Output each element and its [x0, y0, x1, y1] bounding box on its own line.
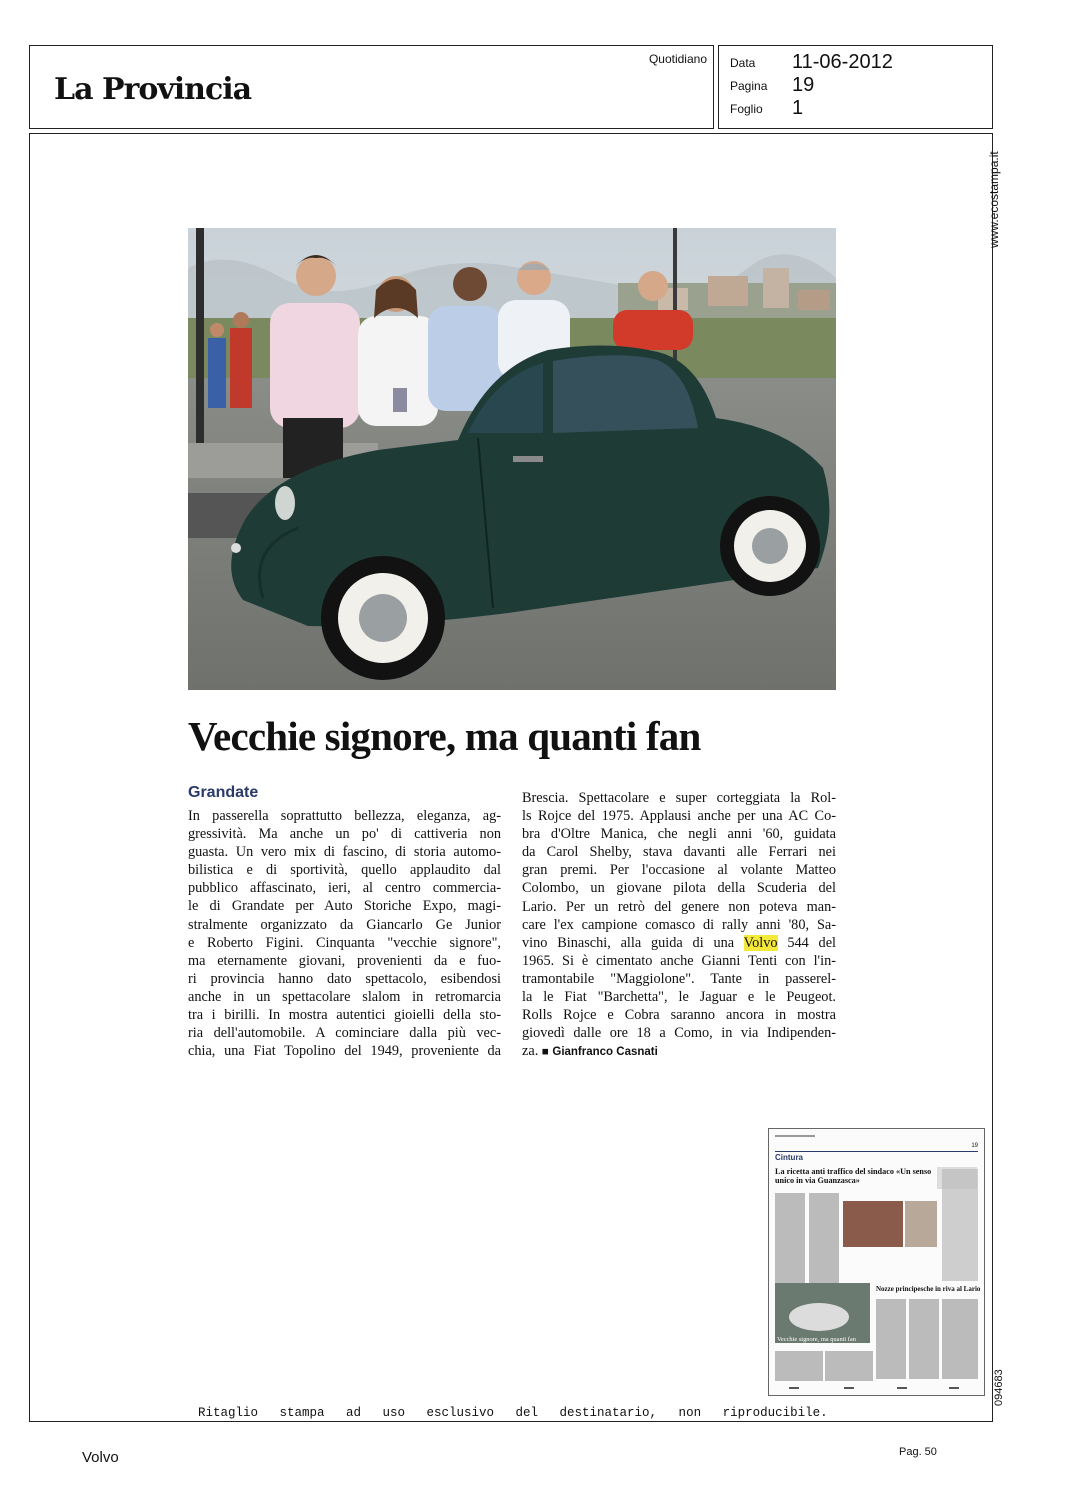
header-meta-box — [718, 45, 993, 129]
thumbnail-headline-3: Vecchie signore, ma quanti fan — [777, 1336, 856, 1343]
text-line: Rolls Rojce e Cobra saranno ancora in mostra — [522, 1007, 836, 1024]
meta-sheet — [730, 97, 803, 120]
thumbnail-section: Cintura — [775, 1153, 803, 1162]
sheet-value: 1 — [792, 97, 804, 119]
text-line: ls Rojce del 1975. Applausi anche per una AC Co- — [522, 808, 836, 825]
text-line: gressività. Ma anche un po' di cattiveria non — [188, 826, 501, 843]
side-url-text: www.ecostampa.it — [987, 151, 1001, 248]
date-label: Data — [730, 55, 756, 70]
text-line: Colombo, un giovane pilota della Scuderia del — [522, 880, 836, 897]
text-line: bra d'Oltre Manica, che negli anni '60, guidata — [522, 826, 836, 843]
page-thumbnail — [768, 1128, 985, 1396]
text-fragment: za. — [522, 1043, 539, 1060]
article-column-1 — [188, 807, 501, 1060]
article-kicker: Grandate — [188, 784, 259, 801]
text-line: chia, una Fiat Topolino del 1949, proveniente da — [188, 1043, 501, 1060]
text-line: giovedì dalle ore 18 a Como, in via Indipenden- — [522, 1025, 836, 1042]
thumbnail-page-number: 19 — [971, 1143, 978, 1149]
page-counter: Pag. 50 — [899, 1446, 937, 1458]
author-marker: ■ — [541, 1046, 549, 1059]
text-line: ma eternamente giovani, provenienti da e fuo- — [188, 952, 501, 969]
periodicity-label: Quotidiano — [648, 52, 707, 66]
text-line: stralmente organizzato da Giancarlo Ge Junior — [188, 916, 501, 933]
keyword-highlight: Volvo — [743, 934, 778, 951]
text-line: gran premi. Per l'occasione al volante Matteo — [522, 862, 836, 879]
article-photo — [188, 228, 836, 690]
page-label: Pagina — [730, 78, 768, 93]
text-line: Brescia. Spettacolare e super corteggiata la Rol- — [522, 790, 836, 806]
article-headline: Vecchie signore, ma quanti fan — [188, 713, 701, 759]
side-code — [993, 1348, 1023, 1408]
keyword-label: Volvo — [82, 1449, 119, 1466]
text-line: da Carol Shelby, stava davanti alle Ferrari nei — [522, 844, 836, 861]
text-line: 1965. Si è cimentato anche Gianni Tenti con l'in- — [522, 952, 836, 969]
text-line: pubblico affascinato, ieri, al centro commercia- — [188, 880, 501, 897]
text-fragment: vino Binaschi, alla guida di una — [522, 934, 744, 951]
article-column-2 — [522, 789, 836, 1061]
text-line: ria dell'automobile. A cominciare dalla più vec- — [188, 1025, 501, 1042]
text-line: guasta. Un vero mix di fascino, di storia automo- — [188, 844, 501, 861]
author-name: Gianfranco Casnati — [552, 1046, 658, 1059]
text-line-byline — [522, 1042, 836, 1061]
page-value: 19 — [792, 74, 815, 96]
text-line: anche in un spettacolare slalom in retromarcia — [188, 988, 501, 1005]
masthead-logo: La Provincia — [54, 72, 252, 107]
sheet-label: Foglio — [730, 101, 763, 116]
meta-date — [730, 51, 893, 74]
text-fragment: 544 del — [777, 934, 836, 951]
text-line: le di Grandate per Auto Storiche Expo, magi- — [188, 898, 501, 915]
side-code-text: 094683 — [993, 1369, 1005, 1406]
thumbnail-headline-2: Nozze principesche in riva al Lario — [876, 1285, 981, 1293]
text-line: ri provincia hanno dato spettacolo, esibendosi — [188, 970, 501, 987]
meta-page — [730, 74, 814, 97]
header-masthead-box — [29, 45, 714, 129]
text-line: care l'ex campione comasco di rally anni '80, Sa- — [522, 916, 836, 933]
text-line: e Roberto Figini. Cinquanta "vecchie signore", — [188, 934, 501, 951]
thumbnail-headline-1: La ricetta anti traffico del sindaco «Un senso unico in via Guanzasca» — [775, 1167, 932, 1185]
text-line: bilistica e di sportività, quello applaudito dal — [188, 862, 501, 879]
text-line: tramontabile "Maggiolone". Tante in passerel- — [522, 970, 836, 987]
text-line: In passerella soprattutto bellezza, eleganza, ag- — [188, 808, 501, 824]
reproduction-notice: Ritaglio stampa ad uso esclusivo del destinatario, non riproducibile. — [198, 1406, 828, 1420]
text-line: la le Fiat "Barchetta", le Jaguar e le Peugeot. — [522, 989, 836, 1006]
text-line-highlighted — [522, 934, 836, 952]
side-url — [987, 148, 1017, 258]
text-line: Lario. Per un retrò del genere non poteva man- — [522, 898, 836, 915]
text-line: tra i birilli. In mostra autentici gioielli della sto- — [188, 1007, 501, 1024]
date-value: 11-06-2012 — [792, 51, 893, 73]
